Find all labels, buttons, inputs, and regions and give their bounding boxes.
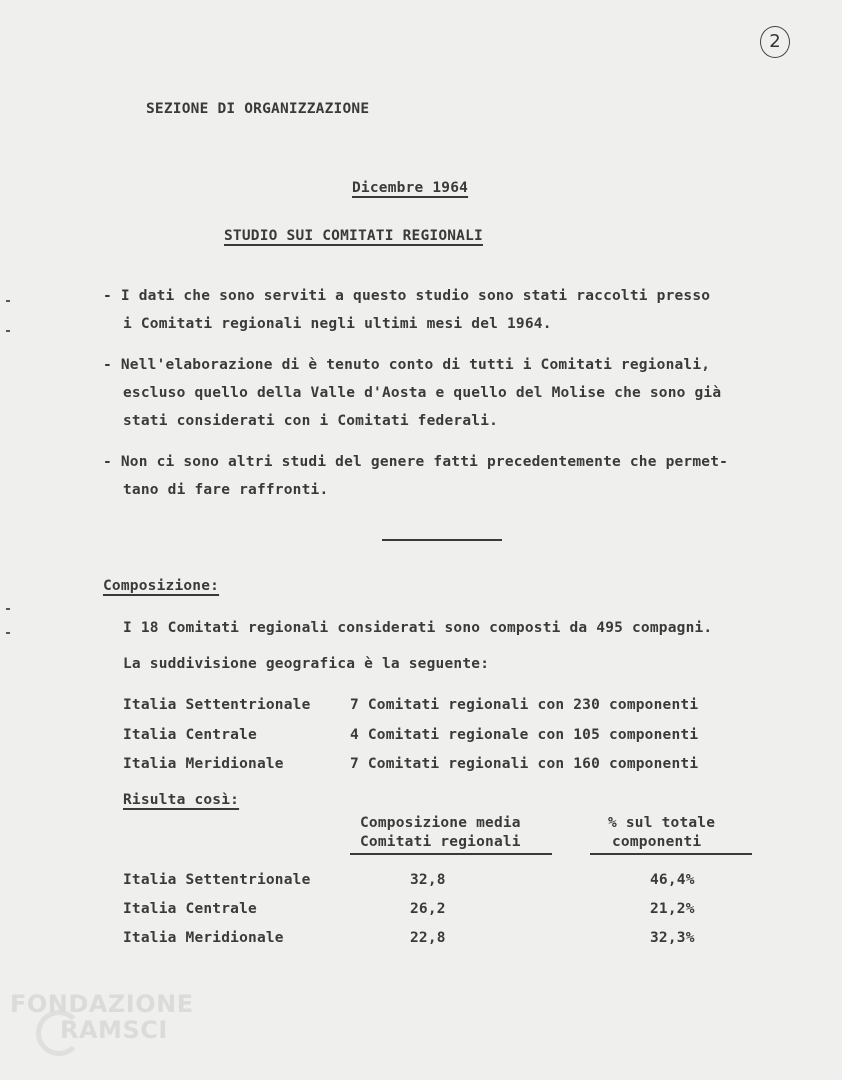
intro-line: i Comitati regionali negli ultimi mesi del 1964.: [123, 316, 552, 332]
table-row-media: 26,2: [410, 901, 446, 917]
table-row-name: Italia Meridionale: [123, 930, 284, 946]
margin-mark: [6, 300, 10, 302]
composizione-line: I 18 Comitati regionali considerati sono composti da 495 compagni.: [123, 620, 713, 636]
table-header: % sul totale: [608, 815, 716, 831]
region-detail: 4 Comitati regionale con 105 componenti: [350, 727, 699, 743]
separator-rule: [382, 539, 502, 541]
table-row-name: Italia Centrale: [123, 901, 257, 917]
region-detail: 7 Comitati regionali con 160 componenti: [350, 756, 699, 772]
document-date: Dicembre 1964: [352, 180, 469, 196]
margin-mark: [6, 632, 10, 634]
region-name: Italia Settentrionale: [123, 697, 311, 713]
region-detail: 7 Comitati regionali con 230 componenti: [350, 697, 699, 713]
table-row-name: Italia Settentrionale: [123, 872, 311, 888]
table-header: Comitati regionali: [360, 834, 521, 850]
intro-line: - I dati che sono serviti a questo studio sono stati raccolti presso: [103, 288, 711, 304]
header-rule: [590, 853, 752, 855]
intro-line: - Non ci sono altri studi del genere fatti precedentemente che permet-: [103, 454, 729, 470]
table-row-media: 32,8: [410, 872, 446, 888]
composizione-line: La suddivisione geografica è la seguente:: [123, 656, 490, 672]
table-header: Composizione media: [360, 815, 521, 831]
table-row-pct: 46,4%: [650, 872, 695, 888]
intro-line: tano di fare raffronti.: [123, 482, 329, 498]
page-number: 2: [760, 26, 790, 58]
intro-line: escluso quello della Valle d'Aosta e quello del Molise che sono già: [123, 385, 722, 401]
table-row-pct: 32,3%: [650, 930, 695, 946]
header-rule: [350, 853, 552, 855]
document-title: STUDIO SUI COMITATI REGIONALI: [224, 228, 483, 244]
margin-mark: [6, 608, 10, 610]
composizione-heading: Composizione:: [103, 578, 220, 594]
table-header: componenti: [612, 834, 702, 850]
table-row-media: 22,8: [410, 930, 446, 946]
risulta-heading: Risulta così:: [123, 792, 240, 808]
region-name: Italia Meridionale: [123, 756, 284, 772]
margin-mark: [6, 330, 10, 332]
table-row-pct: 21,2%: [650, 901, 695, 917]
region-name: Italia Centrale: [123, 727, 257, 743]
logo-line: FONDAZIONE: [10, 990, 194, 1018]
logo-line: RAMSCI: [60, 1016, 168, 1044]
section-heading: SEZIONE DI ORGANIZZAZIONE: [146, 101, 370, 117]
intro-line: - Nell'elaborazione di è tenuto conto di tutti i Comitati regionali,: [103, 357, 711, 373]
intro-line: stati considerati con i Comitati federali.: [123, 413, 499, 429]
